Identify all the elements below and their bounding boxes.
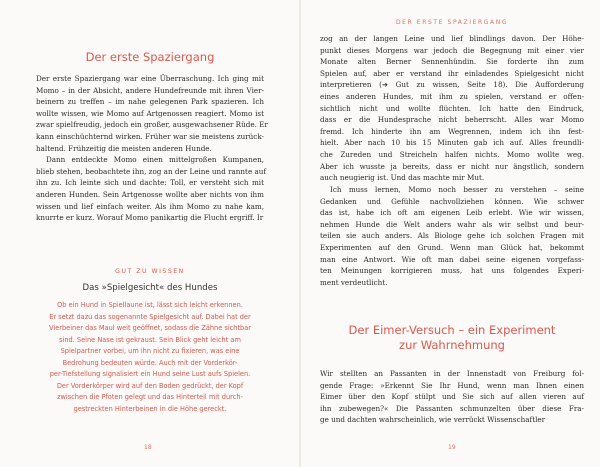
text-line: kann einschüchternd wirken. Früher war sie meistens zurück- [36, 131, 264, 141]
info-line: Der Vorderkörper wird auf den Boden gedrückt, der Kopf [56, 381, 244, 390]
info-line: zwischen die Pfoten gelegt und das Hinterteil mit durch- [57, 393, 243, 401]
text-line: knurrte er kurz. Worauf Momo panikartig die Flucht ergriff. Ir [36, 213, 264, 223]
right-body-text-bottom [320, 368, 584, 426]
text-line: ge und dachten wahrscheinlich, wie verrückt Wissenschaftler [320, 415, 546, 425]
info-line: Bedrohung bedeuten würde. Auch mit der Vorderkör- [62, 358, 238, 367]
text-line: Ich muss lernen, Momo noch besser zu verstehen – seine [330, 185, 584, 194]
text-line: wollte wissen, wie Momo auf Artgenossen reagiert. Momo ist [36, 108, 264, 118]
info-line: Ob ein Hund in Spiellaune ist, lässt sich leicht erkennen. [57, 301, 243, 309]
text-line: Dann entdeckte Momo einen mittelgroßen Kumpanen, [46, 155, 264, 165]
text-line: ihn zu. Ich leinte sich und dachte: Toll, er versteht sich mit [36, 178, 264, 188]
text-line: man eine Antwort. Wie oft man dabei seine eigenen vorgefass- [320, 254, 584, 264]
section-title-line: zur Wahrnehmung [399, 338, 505, 352]
text-line: Eimer über den Kopf stülpt und Sie sich auf allen vieren auf [320, 392, 584, 402]
info-box-title: Das »Spielgesicht« des Hundes [82, 283, 218, 293]
text-line: eines anderen Hundes, mit ihm zu spielen, verstand er offen- [320, 91, 584, 101]
chapter-title: Der erste Spaziergang [85, 50, 215, 64]
text-line: punkt dieses Morgens war jedoch die Begegnung mit einer vier [320, 45, 584, 55]
text-line: beinern zu treffen – im nahe gelegenen Park spazieren. Ich [36, 97, 264, 107]
text-line: ihn zubewegen?« Die Passanten schmunzelten über diese Fra- [320, 403, 584, 413]
text-line: dass er die Hundesprache nicht beherrscht. Alles war Momo [320, 115, 584, 125]
text-line: Monate alten Berner Sennenhündin. Sie forderte ihn zum [320, 57, 584, 67]
info-box-kicker: GUT ZU WISSEN [115, 268, 185, 275]
section-title-line: Der Eimer-Versuch – ein Experiment [348, 323, 556, 337]
text-line: Wir stellten an Passanten in der Innenstadt von Freiburg fol- [320, 369, 584, 378]
text-line: nehmen Hunde die Welt anders wahr als wir selbst und beur- [320, 219, 584, 229]
right-body-text-top [320, 33, 584, 184]
text-line: zog an der langen Leine und lief blindlings davon. Der Höhe- [320, 34, 584, 43]
text-line: ment verdeutlicht. [320, 277, 388, 287]
text-line: che Zureden und Streicheln halfen nichts. Momo wollte weg. [320, 149, 584, 159]
running-head: DER ERSTE SPAZIERGANG [395, 19, 509, 26]
info-line: sind. Seine Nase ist gekraust. Sein Blick geht leicht am [59, 335, 241, 344]
info-box-text [36, 300, 264, 415]
info-line: Vierbeiner das Maul weit geöffnet, sodass die Zähne sichtbar [49, 324, 251, 332]
text-line: hielt. Aber nach 10 bis 15 Minuten gab ich auf. Alles freundli- [320, 138, 584, 148]
text-line: Der erste Spaziergang war eine Überraschung. Ich ging mit [36, 74, 264, 83]
text-line: gende Frage: »Erkennt Sie Ihr Hund, wenn man Ihnen einen [320, 380, 584, 390]
text-line: Spielen auf, aber er verstand ihr einladendes Spielgesicht nicht [320, 68, 584, 78]
info-line: Spielpartner vorbei, um ihn nicht zu fixieren, was eine [60, 347, 240, 355]
text-line: das ist, habe ich oft am eigenen Leib erlebt. Wie wir wissen, [320, 208, 584, 218]
text-line: Momo – in der Absicht, andere Hundefreunde mit ihren Vier- [36, 85, 264, 95]
text-line: Aber ich wusste ja bereits, dass er nicht nur ängstlich, sondern [320, 161, 584, 171]
text-line: haltend. Frühzeitig die meisten anderen Hunde. [36, 143, 212, 153]
left-paragraph-1 [36, 73, 268, 154]
text-line: ten Meinungen korrigieren muss, hat uns folgendes Experi- [320, 266, 584, 276]
text-line: blieb stehen, beobachtete ihn, zog an der Leine und rannte auf [36, 166, 267, 176]
info-line: gestreckten Hinterbeinen in die Höhe gereckt. [73, 404, 227, 413]
text-line: sichtlich nicht und wollte flüchten. Ich hatte den Eindruck, [320, 103, 584, 113]
text-line: wissen und lief einfach weiter. Als ihm Momo zu nahe kam, [36, 201, 264, 211]
left-body-text [36, 73, 268, 224]
left-paragraph-2 [36, 154, 267, 224]
book-gutter [299, 0, 301, 467]
text-line: Experimenten auf den Grund. Wenn man Glück hat, bekommt [320, 242, 584, 252]
page-number-left: 18 [144, 444, 152, 451]
text-line: Gedanken und Gefühle nachvollziehen können. Wie schwer [320, 196, 584, 206]
text-line: anderen Hunden. Sein Artgenosse wollte aber nichts von ihm [36, 189, 264, 199]
info-line: Er setzt dazu das sogenannte Spielgesicht auf. Dabei hat der [49, 312, 251, 321]
right-body-text-mid [320, 184, 584, 288]
text-line: teilen sie auch anders. Als Biologe gehe ich solchen Fragen mit [320, 231, 584, 241]
text-line: interpretieren (➔ Gut zu wissen, Seite 18). Die Aufforderung [320, 80, 584, 90]
info-line: per-Tiefstellung signalisiert ein Hund seine Lust aufs Spielen. [49, 370, 251, 378]
section-title [320, 323, 584, 353]
text-line: fremd. Ich hinderte ihn am Wegrennen, indem ich ihn fest- [320, 126, 584, 136]
page-number-right: 19 [448, 444, 456, 451]
text-line: auch neugierig ist. Und das machte mir Mut. [320, 173, 485, 183]
text-line: zwar spielfreudig, jedoch ein großer, ausgewachsener Rüde. Er [36, 120, 268, 130]
